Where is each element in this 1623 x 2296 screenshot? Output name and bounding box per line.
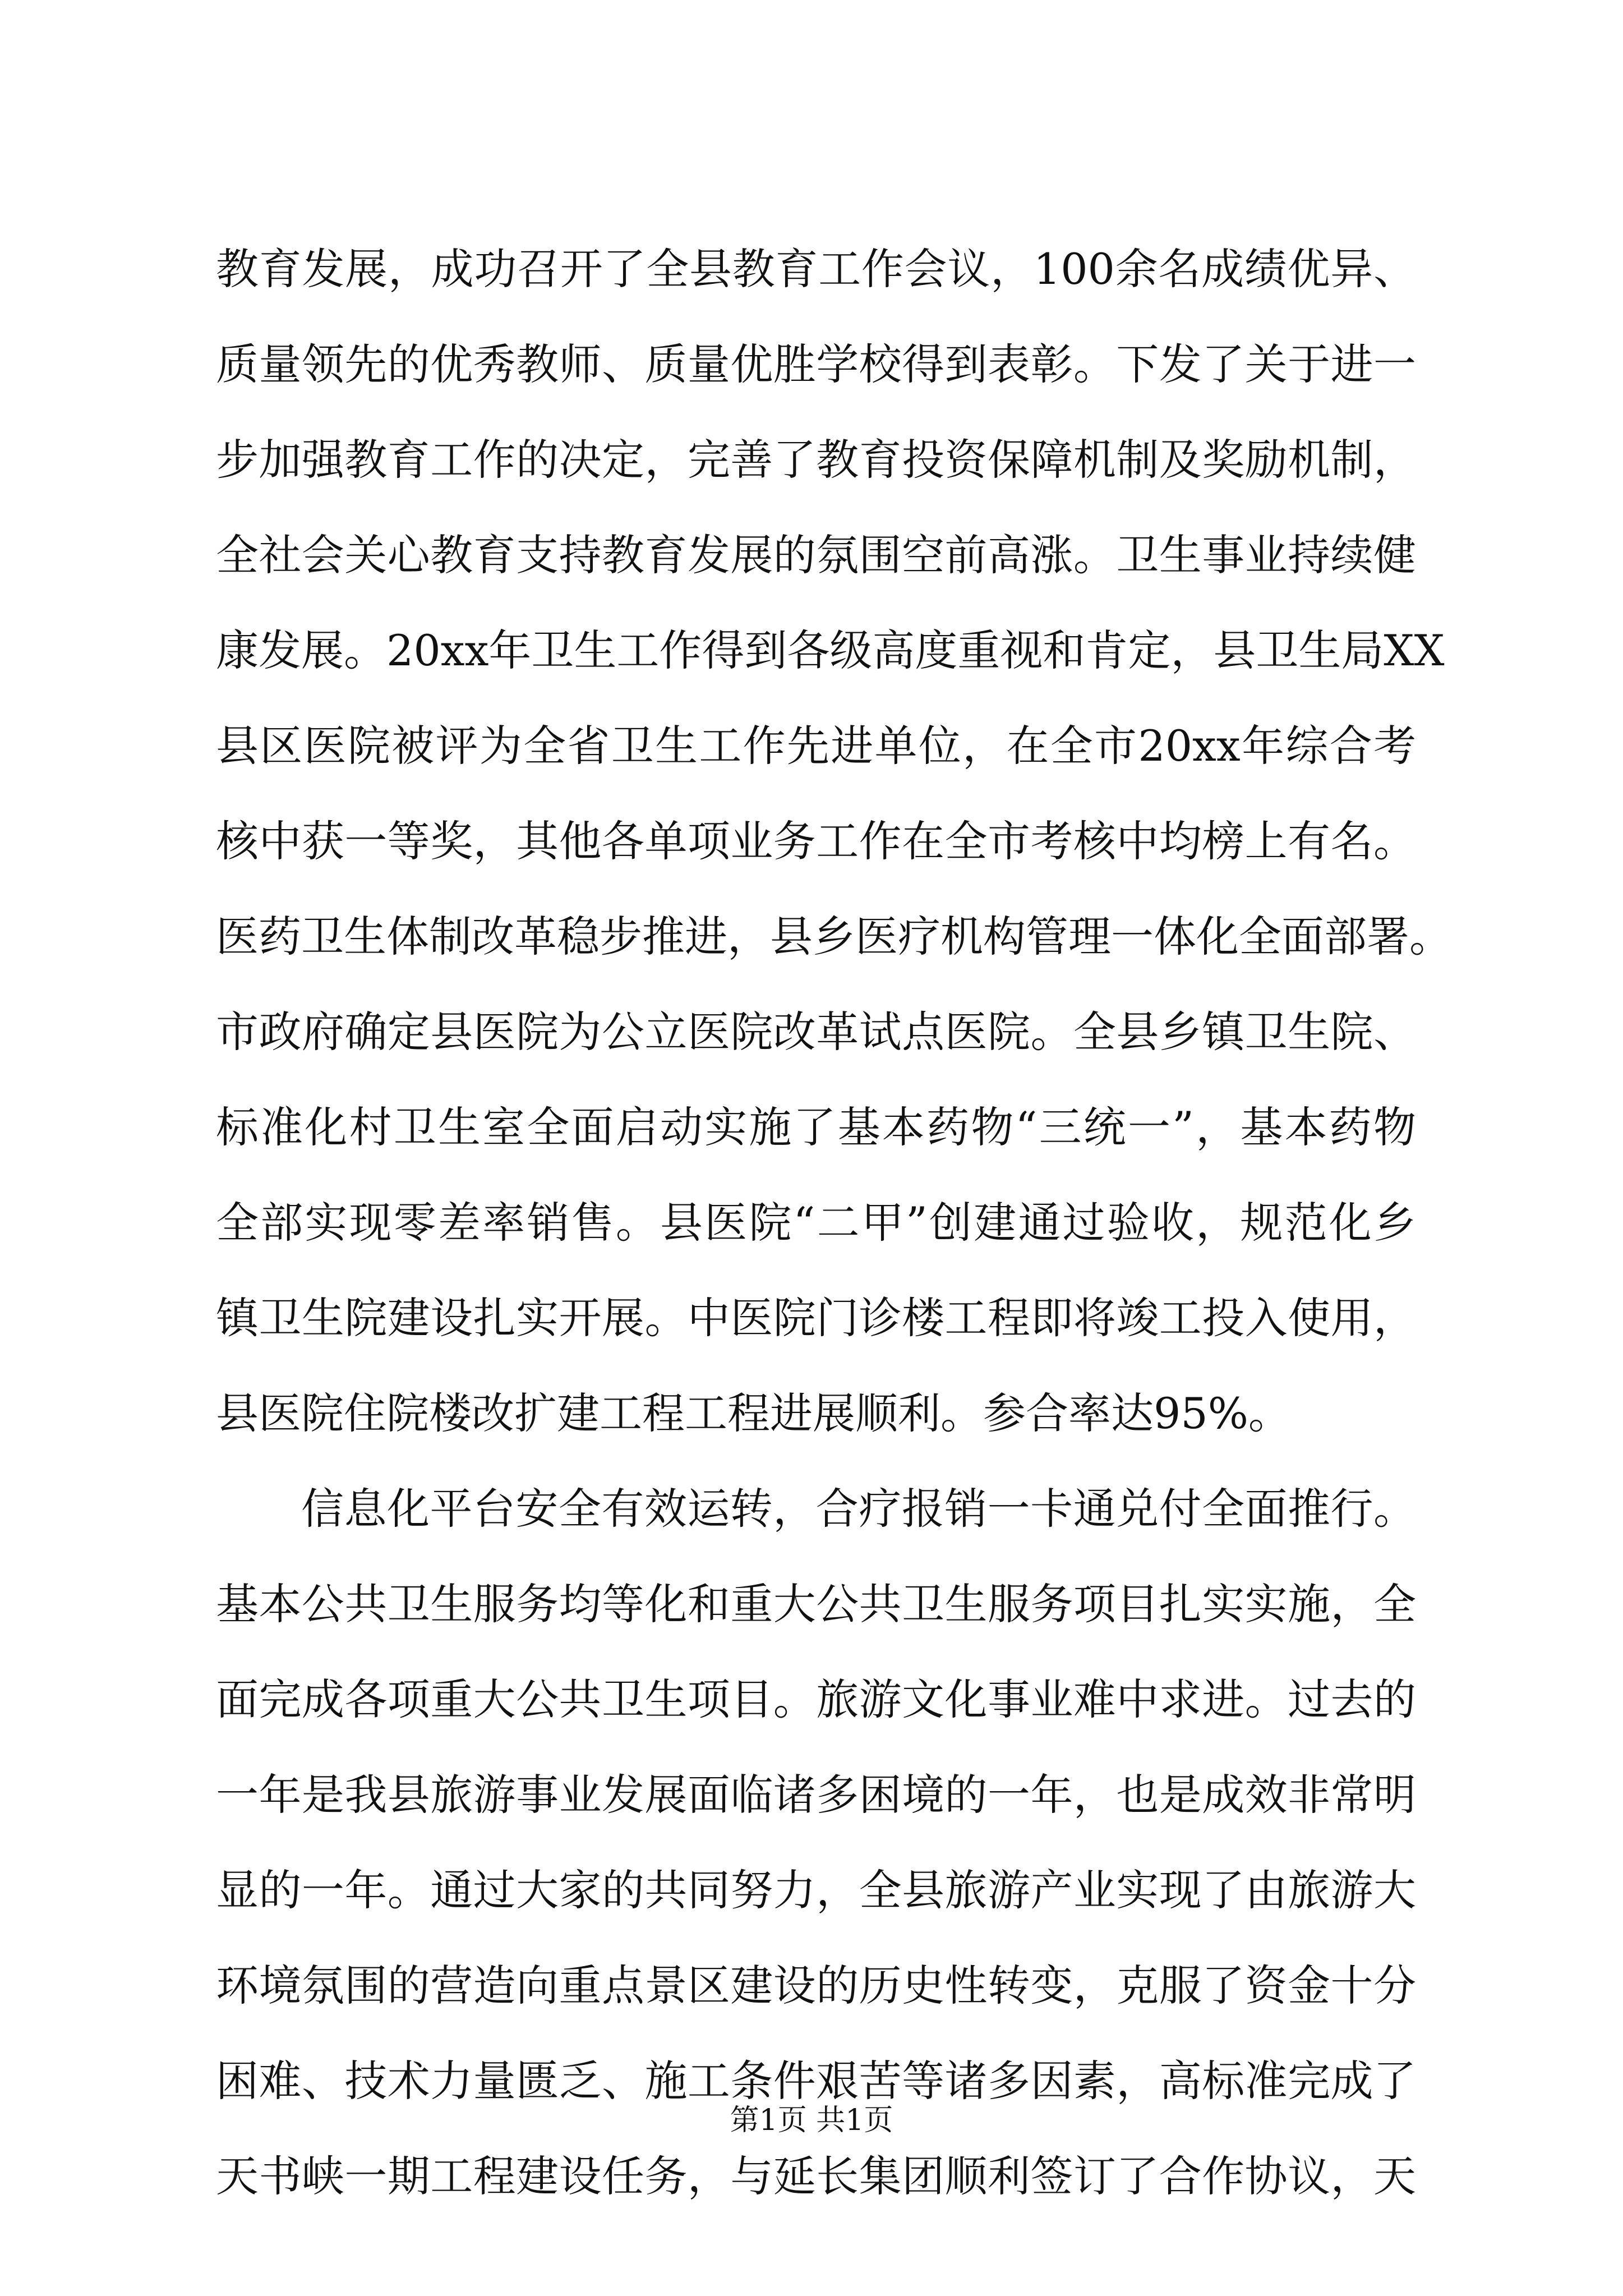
text-line-16: 面完成各项重大公共卫生项目。旅游文化事业难中求进。过去的	[216, 1674, 1416, 1724]
text-line-7: 核中获一等奖，其他各单项业务工作在全市考核中均榜上有名。	[216, 816, 1416, 866]
text-line-8: 医药卫生体制改革稳步推进，县乡医疗机构管理一体化全面部署。	[216, 912, 1452, 961]
text-line-10: 标准化村卫生室全面启动实施了基本药物“三统一”，基本药物	[216, 1102, 1416, 1152]
body-text	[216, 222, 1452, 2224]
text-line-5: 康发展。20xx年卫生工作得到各级高度重视和肯定，县卫生局XX	[216, 625, 1445, 675]
page-footer: 第1页 共1页	[730, 2104, 893, 2137]
text-line-14: 信息化平台安全有效运转，合疗报销一卡通兑付全面推行。	[301, 1484, 1416, 1534]
text-line-6: 县区医院被评为全省卫生工作先进单位，在全市20xx年综合考	[216, 721, 1416, 771]
text-line-9: 市政府确定县医院为公立医院改革试点医院。全县乡镇卫生院、	[216, 1007, 1416, 1057]
text-line-12: 镇卫生院建设扎实开展。中医院门诊楼工程即将竣工投入使用，	[216, 1293, 1416, 1343]
text-line-17: 一年是我县旅游事业发展面临诸多困境的一年，也是成效非常明	[216, 1770, 1416, 1820]
text-line-21: 天书峡一期工程建设任务，与延长集团顺利签订了合作协议，天	[216, 2151, 1416, 2201]
text-line-4: 全社会关心教育支持教育发展的氛围空前高涨。卫生事业持续健	[216, 530, 1416, 580]
text-line-3: 步加强教育工作的决定，完善了教育投资保障机制及奖励机制，	[216, 435, 1416, 485]
text-line-13: 县医院住院楼改扩建工程工程进展顺利。参合率达95%。	[216, 1388, 1291, 1438]
text-line-11: 全部实现零差率销售。县医院“二甲”创建通过验收，规范化乡	[216, 1198, 1416, 1248]
text-line-20: 困难、技术力量匮乏、施工条件艰苦等诸多因素，高标准完成了	[216, 2056, 1416, 2106]
text-line-18: 显的一年。通过大家的共同努力，全县旅游产业实现了由旅游大	[216, 1865, 1416, 1915]
text-line-15: 基本公共卫生服务均等化和重大公共卫生服务项目扎实实施，全	[216, 1579, 1416, 1629]
text-line-19: 环境氛围的营造向重点景区建设的历史性转变，克服了资金十分	[216, 1961, 1416, 2010]
text-line-1: 教育发展，成功召开了全县教育工作会议，100余名成绩优异、	[216, 244, 1416, 294]
text-line-2: 质量领先的优秀教师、质量优胜学校得到表彰。下发了关于进一	[216, 339, 1416, 389]
